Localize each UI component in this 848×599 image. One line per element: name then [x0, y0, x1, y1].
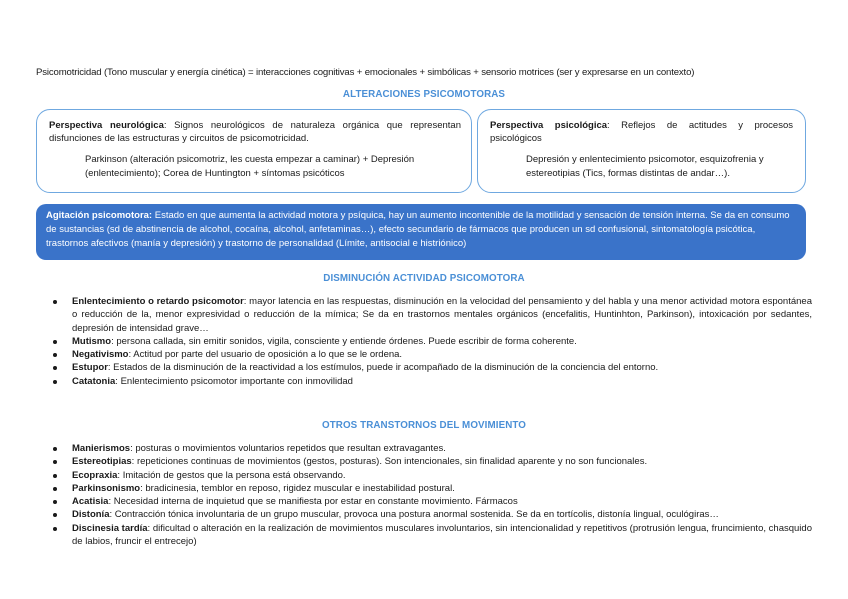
list-item	[50, 375, 812, 388]
bullet-icon	[53, 474, 57, 478]
term: Parkinsonismo	[72, 482, 141, 494]
term: Catatonia	[72, 375, 116, 387]
definition: : mayor latencia en las respuestas, disminución en la velocidad del pensamiento y del habla y una menor actividad motora espontánea o reducción de la, menor expresividad o reducción de la mímica; Se da en trastornos mentales orgánicos (encefalitis, Huntinhton, Parkinson), intoxicación por sedantes, depresión de intensidad grave…	[72, 296, 812, 334]
term: Discinesia tardía	[72, 522, 148, 534]
bullet-icon	[53, 353, 57, 357]
definition: : posturas o movimientos voluntarios repetidos que resultan extravagantes.	[130, 443, 446, 454]
psico-sub: Depresión y enlentecimiento psicomotor, esquizofrenia y estereotipias (Tics, formas distintas de andar…).	[526, 154, 764, 179]
list-item	[50, 508, 812, 521]
list-item	[50, 361, 812, 374]
list-item	[50, 442, 812, 455]
agitacion-title: Agitación psicomotora:	[46, 210, 153, 221]
term: Acatisia	[72, 496, 109, 508]
bullet-icon	[53, 460, 57, 464]
intro-definition: Psicomotricidad (Tono muscular y energía cinética) = interacciones cognitivas + emocionales + simbólicas + sensorio motrices (ser y expresarse en un contexto)	[36, 67, 695, 78]
neuro-title: Perspectiva neurológica	[49, 120, 164, 131]
term: Estupor	[72, 362, 108, 374]
definition: : Estados de la disminución de la reactividad a los estímulos, puede ir acompañado de la disminución de la conciencia del entorno.	[107, 362, 659, 374]
bullet-icon	[53, 300, 57, 304]
definition: : Necesidad interna de inquietud que se manifiesta por estar en constante movimiento. Fármacos	[108, 496, 518, 508]
bullet-icon	[53, 513, 57, 517]
term: Ecopraxia	[72, 469, 118, 481]
list-item	[50, 335, 812, 348]
list-item	[50, 348, 812, 361]
neuro-paragraph	[49, 119, 461, 145]
term: Estereotipias	[72, 456, 132, 468]
bullet-icon	[53, 500, 57, 504]
term: Enlentecimiento o retardo psicomotor	[72, 296, 244, 307]
neuro-sub: Parkinson (alteración psicomotriz, les cuesta empezar a caminar) + Depresión (enlentecimiento); Corea de Huntington + síntomas psicóticos	[85, 154, 415, 179]
list-item	[50, 455, 812, 468]
heading-otros: OTROS TRANSTORNOS DEL MOVIMIENTO	[321, 420, 527, 431]
definition: : Contracción tónica involuntaria de un grupo muscular, provoca una postura anormal sostenida. Se da en tortícolis, distonía lingual, oculógiras…	[109, 509, 719, 521]
list-item	[50, 469, 812, 482]
bullet-icon	[53, 487, 57, 491]
definition: : repeticiones continuas de movimientos (gestos, posturas). Son intencionales, sin finalidad aparente y no son funcionales.	[131, 456, 648, 468]
list-item	[50, 295, 812, 335]
list-item	[50, 522, 812, 549]
list-otros	[50, 442, 812, 548]
psico-paragraph	[490, 119, 793, 145]
agitacion-text: Estado en que aumenta la actividad motora y psíquica, hay un aumento incontenible de la motilidad y sensación de tensión interna. Se da en consumo de sustancias (sd de abstinencia de alcohol, cocaína, alcohol, anfetaminas…), efecto secundario de fármacos que producen un sd confusional, sintomatología psicótica, trastornos afectivos (manía y depresión) y trastorno de personalidad (Límite, antisocial e histriónico)	[46, 210, 790, 249]
definition: : Actitud por parte del usuario de oposición a lo que se le ordena.	[128, 349, 403, 361]
bullet-icon	[53, 380, 57, 384]
list-disminucion	[50, 295, 812, 388]
term: Distonía	[72, 509, 110, 521]
bullet-icon	[53, 527, 57, 531]
psico-title: Perspectiva psicológica	[490, 120, 608, 131]
definition: : Enlentecimiento psicomotor importante con inmovilidad	[115, 375, 353, 387]
definition: : bradicinesia, temblor en reposo, rigidez muscular e inestabilidad postural.	[140, 482, 455, 494]
heading-disminucion: DISMINUCIÓN ACTIVIDAD PSICOMOTORA	[323, 273, 525, 284]
definition: : persona callada, sin emitir sonidos, vigila, consciente y entiende órdenes. Puede escribir de forma coherente.	[111, 335, 577, 347]
bullet-icon	[53, 366, 57, 370]
list-item	[50, 495, 812, 508]
term: Negativismo	[72, 349, 129, 361]
list-item	[50, 482, 812, 495]
neuro-text: : Signos neurológicos de naturaleza orgánica que representan disfunciones de las estructuras y circuitos de psicomotricidad.	[49, 120, 461, 145]
box-agitacion	[36, 204, 806, 260]
term: Manierismos	[72, 443, 131, 454]
psico-text: : Reflejos de actitudes y procesos psicológicos	[490, 120, 793, 145]
definition: : Imitación de gestos que la persona está observando.	[117, 469, 346, 481]
heading-alteraciones: ALTERACIONES PSICOMOTORAS	[342, 89, 506, 100]
bullet-icon	[53, 340, 57, 344]
term: Mutismo	[72, 335, 112, 347]
bullet-icon	[53, 447, 57, 451]
box-neurologica	[36, 109, 472, 193]
definition: : dificultad o alteración en la realización de movimientos musculares involuntarios, sin intencionalidad y repetitivos (protrusión lengua, fruncimiento, chasquido de labios, fruncir el entrecejo)	[72, 522, 812, 548]
box-psicologica	[477, 109, 806, 193]
